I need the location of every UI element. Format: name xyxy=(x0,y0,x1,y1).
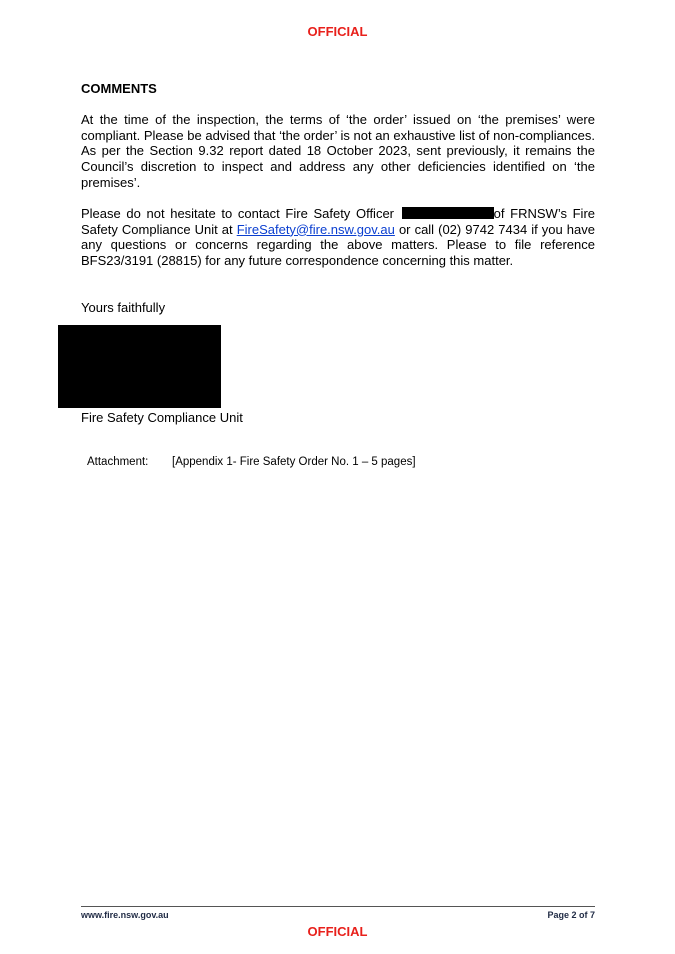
contact-text-rest: or call (02) 9742 7434 if you have any questions or concerns regarding the above matters. Please to file reference BFS23/3191 (28815) for any future correspondence concerning this matter. xyxy=(81,221,595,269)
contact-text-before: Please do not hesitate to contact Fire Safety Officer xyxy=(81,206,395,221)
attachment-label: Attachment: xyxy=(87,456,149,468)
attachment-value: [Appendix 1- Fire Safety Order No. 1 – 5 pages] xyxy=(172,456,416,468)
attachment-line xyxy=(87,456,416,468)
classification-marking-top: OFFICIAL xyxy=(307,24,368,39)
contact-paragraph xyxy=(81,206,595,269)
contact-text-after-redaction: of FRNSW’s Fire Safety Compliance Unit at xyxy=(81,206,595,237)
footer-page-number: Page 2 of 7 xyxy=(547,910,595,920)
comments-heading: COMMENTS xyxy=(81,81,157,96)
redacted-signature xyxy=(58,325,221,408)
classification-marking-bottom: OFFICIAL xyxy=(307,924,368,939)
redacted-officer-name xyxy=(402,207,494,219)
footer-divider xyxy=(81,906,595,907)
closing-salutation: Yours faithfully xyxy=(81,300,166,315)
footer-website: www.fire.nsw.gov.au xyxy=(81,910,169,920)
signatory-unit: Fire Safety Compliance Unit xyxy=(81,410,243,425)
email-link[interactable]: FireSafety@fire.nsw.gov.au xyxy=(236,221,395,237)
comments-paragraph: At the time of the inspection, the terms of ‘the order’ issued on ‘the premises’ were compliant. Please be advised that ‘the order’ is not an exhaustive list of non-compliances. As per the Section 9.32 report dated 18 October 2023, sent previously, it remains the Council’s discretion to inspect and address any other deficiencies identified on ‘the premises’. xyxy=(81,112,595,190)
